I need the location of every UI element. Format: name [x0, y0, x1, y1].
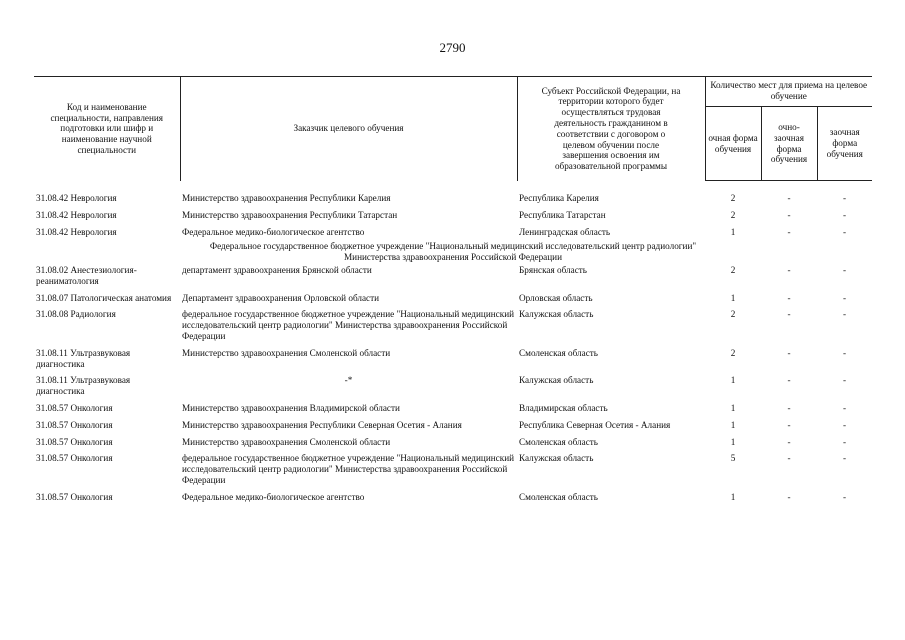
header-region: Субъект Российской Федерации, на территории которого будет осуществляться трудовая деятельность гражданином в соответствии с договором о целевом обучении после завершения освоения им образовательной программы [517, 77, 705, 181]
cell-code: 31.08.42 Неврология [36, 193, 117, 203]
section-header [34, 241, 872, 263]
table-row [34, 225, 872, 242]
cell-code: 31.08.08 Радиология [36, 309, 116, 320]
cell-extramural: - [842, 309, 847, 320]
cell-code: 31.08.07 Патологическая анатомия [36, 292, 172, 303]
cell-full-time: 2 [730, 309, 736, 320]
cell-full-time: 1 [730, 419, 736, 430]
table-row [34, 191, 872, 208]
cell-customer: федеральное государственное бюджетное учреждение "Национальный медицинский исследовательский центр радиологии" Министерства здравоохранения Российской Федерации [182, 309, 515, 341]
cell-full-time: 1 [730, 402, 736, 413]
cell-extramural: - [842, 264, 847, 275]
cell-extramural: - [842, 491, 847, 502]
cell-region: Калужская область [519, 453, 594, 464]
cell-part-time: - [787, 193, 791, 203]
section-title-line1: Федеральное государственное бюджетное учреждение "Национальный медицинский исследовательский центр радиологии" [209, 241, 697, 252]
cell-region: Ленинградская область [519, 226, 611, 237]
table-header [34, 77, 872, 181]
cell-region: Смоленская область [519, 491, 598, 502]
cell-part-time: - [787, 436, 791, 447]
cell-extramural: - [842, 226, 847, 237]
cell-full-time: 1 [730, 436, 736, 447]
header-extramural: заочная форма обучения [817, 107, 872, 181]
header-part-time: очно-заочная форма обучения [761, 107, 817, 181]
cell-code: 31.08.11 Ультразвуковая диагностика [36, 375, 131, 397]
table-row [34, 346, 872, 374]
table-row [34, 263, 872, 291]
section-title-line2: Министерства здравоохранения Российской Федерации [344, 252, 562, 263]
cell-part-time: - [787, 309, 791, 320]
cell-full-time: 5 [730, 453, 736, 464]
cell-region: Республика Карелия [519, 193, 599, 203]
table-row [34, 307, 872, 345]
cell-customer: Министерство здравоохранения Республики Северная Осетия - Алания [182, 419, 462, 430]
cell-region: Орловская область [519, 292, 593, 303]
cell-part-time: - [787, 209, 791, 220]
cell-region: Республика Татарстан [519, 209, 606, 220]
cell-full-time: 1 [730, 226, 736, 237]
cell-customer: департамент здравоохранения Брянской области [182, 264, 372, 275]
cell-full-time: 2 [730, 193, 736, 203]
table-row [34, 208, 872, 225]
cell-code: 31.08.57 Онкология [36, 453, 113, 464]
section-block [34, 241, 872, 263]
header-code: Код и наименование специальности, направления подготовки или шифр и наименование научной специальности [34, 77, 180, 181]
cell-part-time: - [787, 453, 791, 464]
cell-part-time: - [787, 375, 791, 386]
cell-code: 31.08.57 Онкология [36, 402, 113, 413]
cell-code: 31.08.02 Анестезиология-реаниматология [36, 264, 137, 286]
cell-full-time: 2 [730, 209, 736, 220]
cell-code: 31.08.57 Онкология [36, 419, 113, 430]
cell-extramural: - [842, 453, 847, 464]
cell-code: 31.08.11 Ультразвуковая диагностика [36, 347, 131, 369]
cell-extramural: - [842, 193, 847, 203]
cell-customer: Федеральное медико-биологическое агентство [182, 226, 365, 237]
cell-customer: Министерство здравоохранения Владимирской области [182, 402, 400, 413]
cell-part-time: - [787, 226, 791, 237]
table-row [34, 490, 872, 507]
cell-customer: Министерство здравоохранения Смоленской области [182, 436, 391, 447]
cell-extramural: - [842, 209, 847, 220]
header-customer: Заказчик целевого обучения [180, 77, 517, 181]
table-row [34, 373, 872, 401]
cell-extramural: - [842, 292, 847, 303]
cell-extramural: - [842, 375, 847, 386]
cell-code: 31.08.57 Онкология [36, 491, 113, 502]
cell-full-time: 2 [730, 264, 736, 275]
cell-region: Калужская область [519, 375, 594, 386]
cell-region: Республика Северная Осетия - Алания [519, 419, 671, 430]
cell-code: 31.08.42 Неврология [36, 209, 117, 220]
table-row [34, 451, 872, 489]
cell-part-time: - [787, 292, 791, 303]
cell-customer: Министерство здравоохранения Республики Карелия [182, 193, 391, 203]
cell-code: 31.08.42 Неврология [36, 226, 117, 237]
cell-full-time: 1 [730, 292, 736, 303]
table-row [34, 435, 872, 452]
cell-region: Владимирская область [519, 402, 608, 413]
cell-region: Смоленская область [519, 347, 598, 358]
cell-part-time: - [787, 347, 791, 358]
cell-customer: -* [344, 375, 353, 386]
cell-part-time: - [787, 491, 791, 502]
cell-customer: федеральное государственное бюджетное учреждение "Национальный медицинский исследовательский центр радиологии" Министерства здравоохранения Российской Федерации [182, 453, 515, 485]
cell-full-time: 1 [730, 375, 736, 386]
table-body-b [34, 263, 872, 507]
allocation-table [34, 76, 872, 507]
header-full-time: очная форма обучения [705, 107, 761, 181]
cell-region: Смоленская область [519, 436, 598, 447]
cell-part-time: - [787, 402, 791, 413]
cell-extramural: - [842, 436, 847, 447]
cell-region: Калужская область [519, 309, 594, 320]
table-body-a [34, 181, 872, 242]
cell-extramural: - [842, 419, 847, 430]
cell-customer: Департамент здравоохранения Орловской области [182, 292, 380, 303]
cell-part-time: - [787, 264, 791, 275]
table-row [34, 418, 872, 435]
cell-part-time: - [787, 419, 791, 430]
table-row [34, 291, 872, 308]
cell-extramural: - [842, 402, 847, 413]
cell-customer: Министерство здравоохранения Смоленской области [182, 347, 391, 358]
cell-extramural: - [842, 347, 847, 358]
cell-customer: Министерство здравоохранения Республики Татарстан [182, 209, 398, 220]
header-places: Количество мест для приема на целевое обучение [705, 77, 872, 107]
cell-region: Брянская область [519, 264, 587, 275]
cell-full-time: 2 [730, 347, 736, 358]
table-row [34, 401, 872, 418]
cell-customer: Федеральное медико-биологическое агентство [182, 491, 365, 502]
cell-full-time: 1 [730, 491, 736, 502]
page-number: 2790 [439, 40, 466, 55]
cell-code: 31.08.57 Онкология [36, 436, 113, 447]
